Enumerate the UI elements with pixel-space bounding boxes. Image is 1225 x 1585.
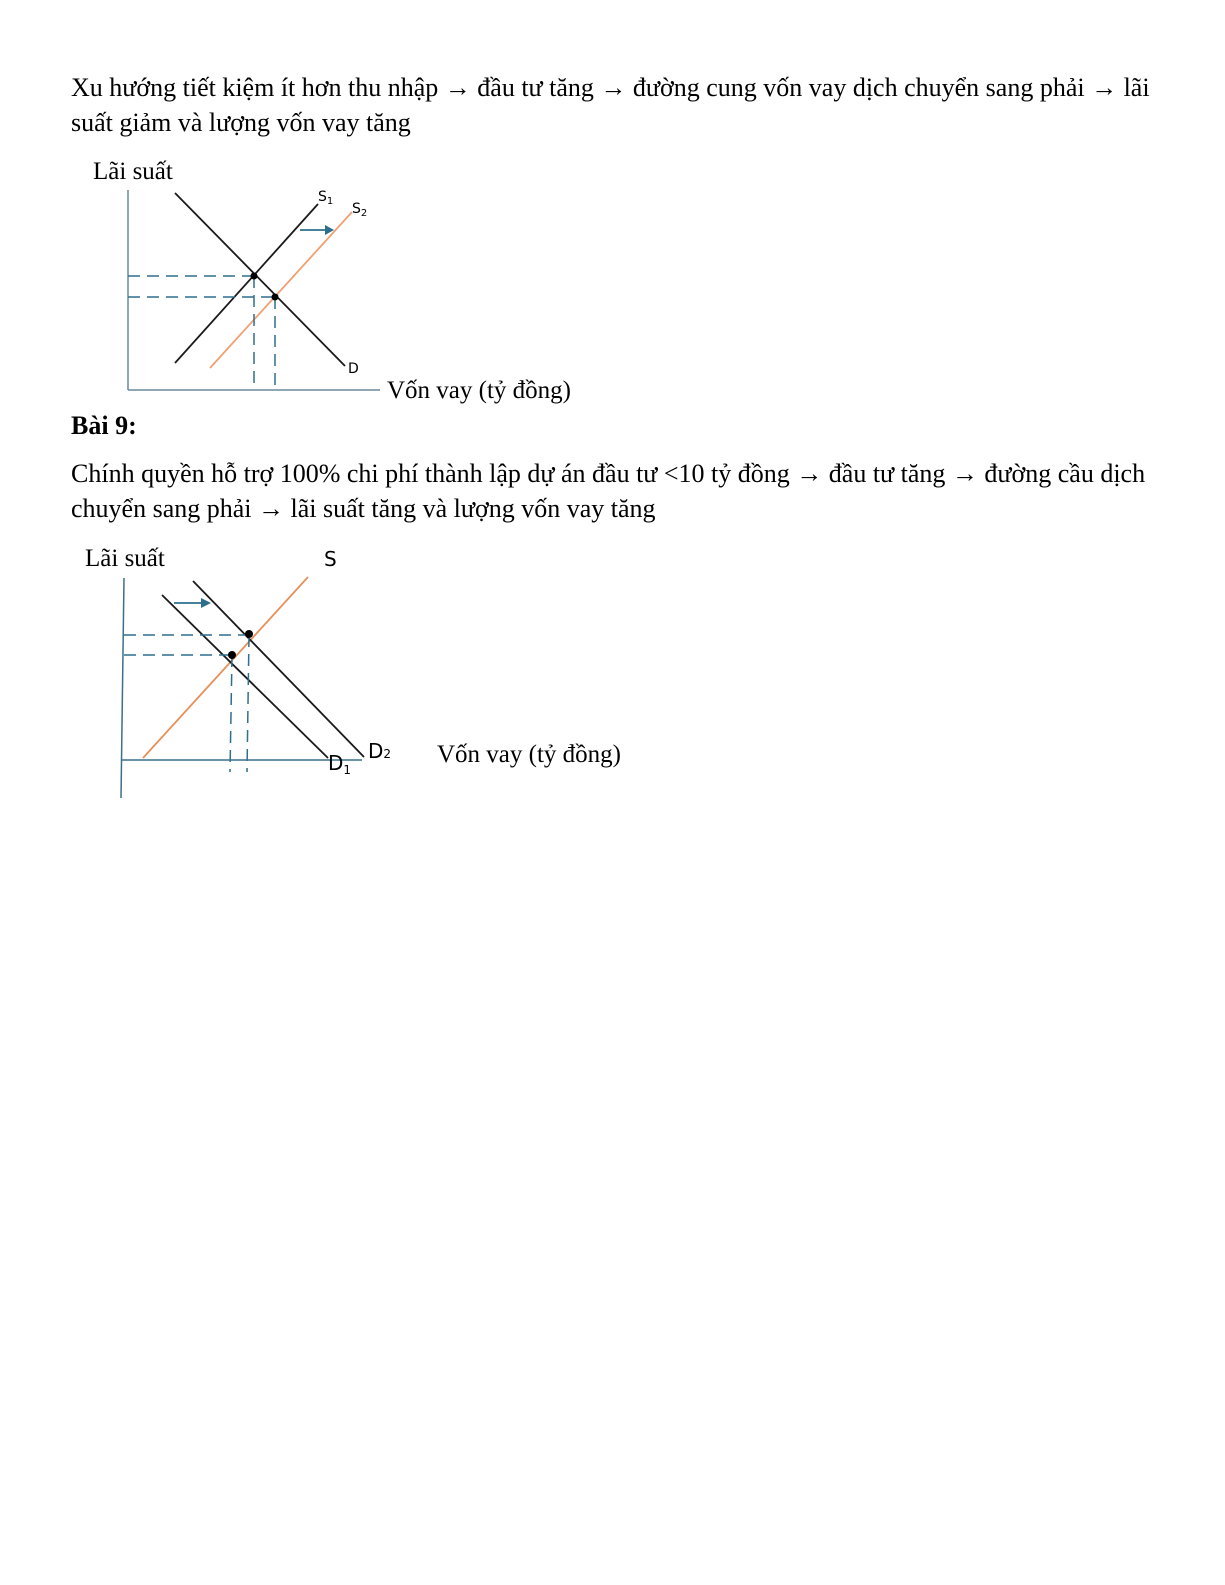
paragraph-bai8-explanation: Xu hướng tiết kiệm ít hơn thu nhập → đầu tư tăng → đường cung vốn vay dịch chuyển sang phải → lãi suất giảm và lượng vốn vay tăng — [71, 73, 1150, 137]
paragraph-bai9-explanation: Chính quyền hỗ trợ 100% chi phí thành lập dự án đầu tư <10 tỷ đồng → đầu tư tăng → đường cầu dịch chuyển sang phải → lãi suất tăng và lượng vốn vay tăng — [71, 459, 1146, 523]
x-axis-label: Vốn vay (tỷ đồng) — [437, 741, 621, 768]
x-axis-label: Vốn vay (tỷ đồng) — [387, 377, 571, 404]
supply1-curve — [175, 204, 318, 363]
demand2-curve — [193, 581, 364, 757]
supply-curve — [143, 577, 308, 758]
demand1-label: $D_1$ — [328, 751, 352, 777]
demand2-label: D2 — [368, 739, 392, 763]
demand-label: D — [348, 361, 359, 377]
graph-supply-shift — [0, 140, 620, 420]
supply2-label: $S_2$ — [352, 201, 368, 219]
supply2-curve — [210, 212, 352, 368]
demand-curve — [175, 193, 345, 366]
equilibrium-point-2 — [245, 630, 253, 638]
guide-v2 — [230, 655, 232, 772]
equilibrium-point-1 — [228, 651, 236, 659]
y-axis — [121, 578, 124, 798]
supply-label: S — [324, 547, 337, 571]
shift-arrow-head — [201, 598, 211, 608]
y-axis-label: Lãi suất — [93, 158, 173, 185]
heading-bai9: Bài 9: — [71, 411, 137, 440]
guide-v1 — [247, 635, 249, 772]
y-axis-label: Lãi suất — [85, 545, 165, 572]
demand1-curve — [162, 595, 328, 758]
equilibrium-point-1 — [251, 273, 258, 280]
supply1-label: $S_1$ — [318, 189, 334, 207]
graph-demand-shift — [0, 530, 700, 810]
equilibrium-point-2 — [272, 294, 279, 301]
